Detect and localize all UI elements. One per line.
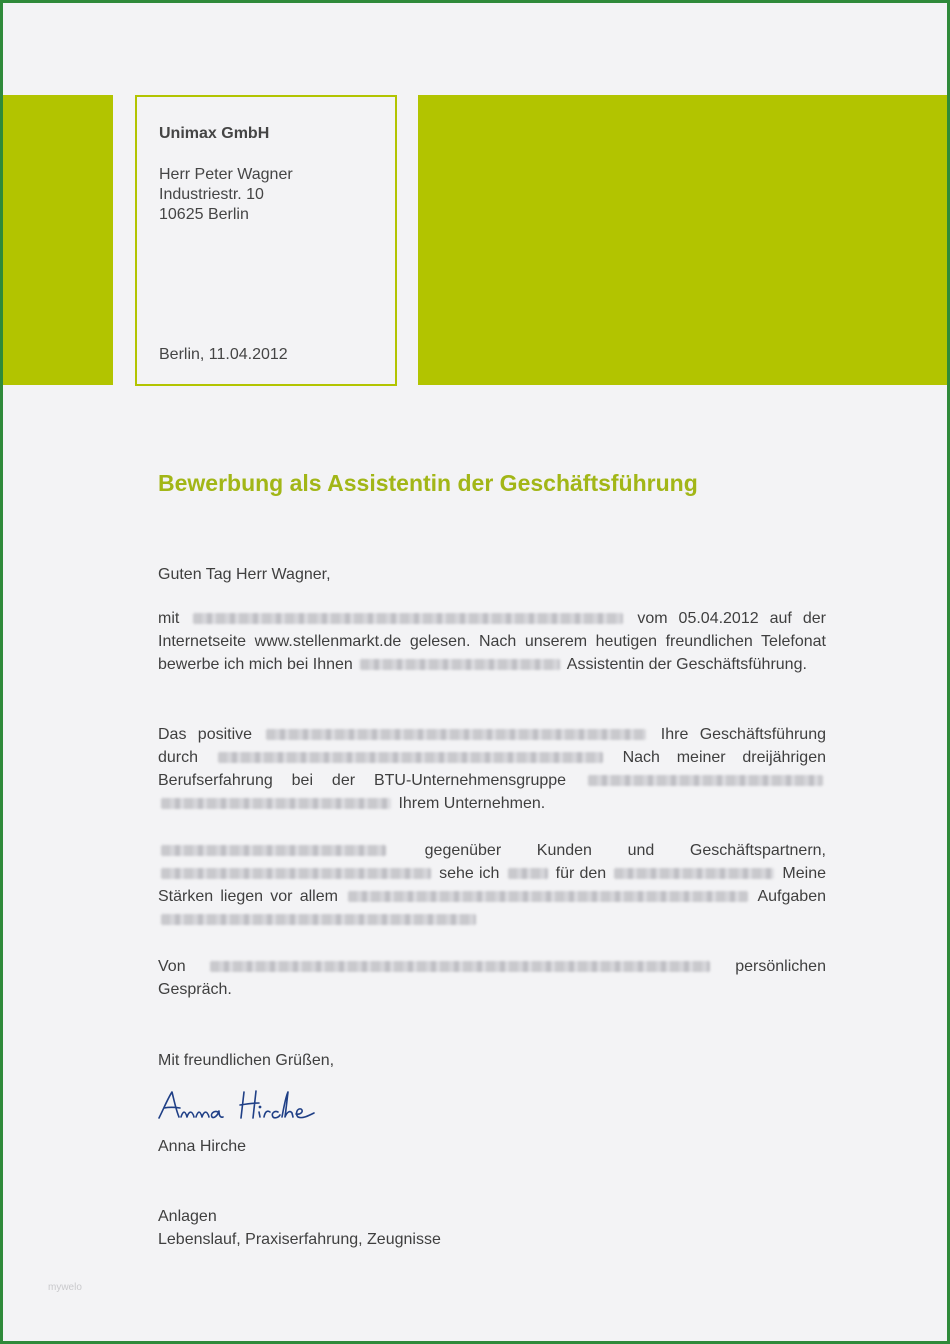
paragraph-3-text: Meine Stärken liegen vor allem (158, 865, 826, 905)
redacted-text (193, 613, 623, 624)
recipient-street: Industriestr. 10 (159, 186, 264, 203)
letter-subject: Bewerbung als Assistentin der Geschäftsführung (158, 470, 698, 496)
salutation: Guten Tag Herr Wagner, (158, 566, 331, 583)
paragraph-1-text: vom 05.04.2012 auf der Internetseite www.stellenmarkt.de gelesen. Nach unserem heutigen freundlichen Telefonat bewerbe ich mich bei Ihnen (158, 610, 826, 673)
paragraph-1-text: Assistentin der Geschäftsführung. (566, 656, 807, 673)
header-band-left (3, 95, 113, 385)
paragraph-3-text: Aufgaben (757, 888, 826, 905)
enclosures-title: Anlagen (158, 1208, 217, 1225)
handwritten-signature (156, 1086, 321, 1126)
paragraph-4-text: persönlichen Gespräch. (158, 958, 826, 998)
redacted-text (210, 961, 710, 972)
watermark: mywelo (48, 1282, 82, 1293)
paragraph-3-text: sehe ich (439, 865, 500, 882)
redacted-text (348, 891, 748, 902)
paragraph-2 (158, 723, 826, 815)
paragraph-3-text: für den (555, 865, 607, 882)
redacted-text (161, 798, 391, 809)
recipient-address (159, 165, 293, 225)
redacted-text (588, 775, 823, 786)
paragraph-3 (158, 839, 826, 931)
paragraph-2-text: Das positive (158, 726, 253, 743)
address-block (135, 95, 397, 386)
paragraph-1 (158, 607, 826, 676)
company-name: Unimax GmbH (159, 125, 270, 142)
paragraph-2-text: Ihre Geschäftsführung durch (158, 726, 826, 766)
recipient-city: 10625 Berlin (159, 206, 249, 223)
redacted-text (266, 729, 646, 740)
header-band-right (418, 95, 947, 385)
enclosures-list: Lebenslauf, Praxiserfahrung, Zeugnisse (158, 1231, 441, 1248)
paragraph-1-text: mit (158, 610, 180, 627)
paragraph-4-text: Von (158, 958, 186, 975)
redacted-text (161, 868, 431, 879)
redacted-text (508, 868, 548, 879)
redacted-text (161, 845, 386, 856)
paragraph-3-text: gegenüber Kunden und Geschäftspartnern, (424, 842, 826, 859)
redacted-text (218, 752, 603, 763)
redacted-text (360, 659, 560, 670)
recipient-name: Herr Peter Wagner (159, 166, 293, 183)
paragraph-2-text: Ihrem Unternehmen. (398, 795, 546, 812)
closing: Mit freundlichen Grüßen, (158, 1052, 335, 1069)
signer-name: Anna Hirche (158, 1138, 247, 1155)
paragraph-4 (158, 955, 826, 1001)
letter-date: Berlin, 11.04.2012 (159, 346, 288, 363)
paragraph-2-text: Nach meiner dreijährigen Berufserfahrung bei der BTU-Unternehmensgruppe (158, 749, 826, 789)
redacted-text (161, 914, 476, 925)
redacted-text (614, 868, 774, 879)
